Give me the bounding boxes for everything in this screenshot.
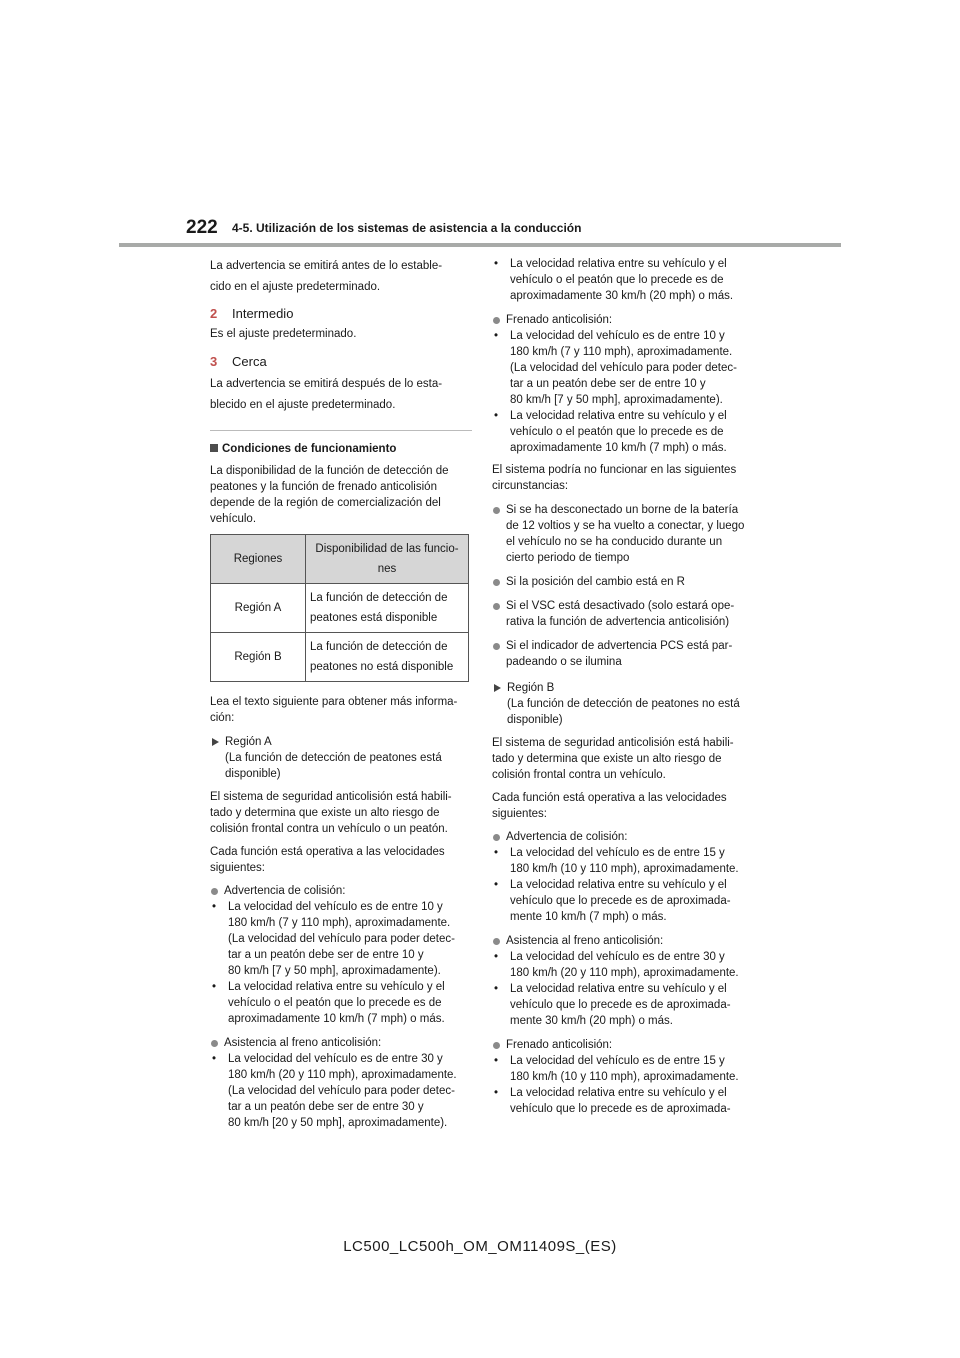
regions-table <box>210 534 469 682</box>
left-column <box>210 256 472 1137</box>
condition-item: Si la posición del cambio está en R <box>492 574 756 590</box>
table-row: Región B La función de detección de peatones no está disponible <box>211 633 469 682</box>
circle-bullet-icon <box>493 603 500 610</box>
failure-intro: El sistema podría no funcionar en las siguientes circunstancias: <box>492 464 737 492</box>
page-number: 222 <box>186 217 218 238</box>
right-column <box>492 256 756 1123</box>
table-row: Región A La función de detección de peatones está disponible <box>211 584 469 633</box>
subheading: Condiciones de funcionamiento <box>210 441 472 457</box>
more-info-text: Lea el texto siguiente para obtener más informa- ción: <box>210 696 458 724</box>
triangle-bullet-icon <box>212 738 219 746</box>
circle-bullet-icon <box>493 507 500 514</box>
circle-bullet-icon <box>493 938 500 945</box>
step-cerca: 3 Cerca <box>210 354 267 369</box>
square-bullet-icon <box>210 444 218 452</box>
divider <box>210 430 472 431</box>
collision-warning-group: Advertencia de colisión: • La velocidad del vehículo es de entre 10 y 180 km/h (7 y 110 mph), aproximadamente. (La velocidad del vehículo para poder detec- tar a un peatón debe ser de entre 10 y 80 km/h [7 y 50 mph], aproximadamente). • La velocidad relativa entre su vehículo y el vehículo o el peatón que lo precede es de aproximadamente 10 km/h (7 mph) o más. <box>212 885 455 1025</box>
region-a-heading: Región A (La función de detección de peatones está disponible) <box>210 734 472 782</box>
circle-bullet-icon <box>493 643 500 650</box>
triangle-bullet-icon <box>494 684 501 692</box>
condition-item: Si el indicador de advertencia PCS está par- padeando o se ilumina <box>492 638 756 670</box>
collision-braking-group: Frenado anticolisión: • La velocidad del vehículo es de entre 10 y 180 km/h (7 y 110 mph), aproximadamente. (La velocidad del vehículo para poder detec- tar a un peatón debe ser de entre 10 y 80 km/h [7 y 50 mph], aproximadamente). • La velocidad relativa entre su vehículo y el vehículo o el peatón que lo precede es de aproximadamente 10 km/h (7 mph) o más. <box>494 314 737 454</box>
circle-bullet-icon <box>211 888 218 895</box>
speeds-intro: Cada función está operativa a las velocidades siguientes: <box>210 846 445 874</box>
step-intermedio: 2 Intermedio <box>210 306 294 321</box>
circle-bullet-icon <box>493 579 500 586</box>
circle-bullet-icon <box>493 834 500 841</box>
brake-assist-continued: • La velocidad relativa entre su vehículo y el vehículo o el peatón que lo precede es de aproximadamente 30 km/h (20 mph) o más. <box>494 258 734 302</box>
region-b-paragraph: El sistema de seguridad anticolisión está habili- tado y determina que existe un alto riesgo de colisión frontal contra un vehículo. <box>492 737 734 781</box>
condition-item: Si se ha desconectado un borne de la batería de 12 voltios y se ha vuelto a conectar, y luego el vehículo no se ha conducido durante un cierto periodo de tiempo <box>492 502 756 566</box>
circle-bullet-icon <box>211 1040 218 1047</box>
circle-bullet-icon <box>493 1042 500 1049</box>
intro-text: La advertencia se emitirá antes de lo estable- cido en el ajuste predeterminado. <box>210 260 443 293</box>
circle-bullet-icon <box>493 317 500 324</box>
collision-braking-group: Frenado anticolisión: • La velocidad del vehículo es de entre 15 y 180 km/h (10 y 110 mph), aproximadamente. • La velocidad relativa entre su vehículo y el vehículo que lo precede es de aproximada- <box>494 1039 739 1115</box>
brake-assist-group: Asistencia al freno anticolisión: • La velocidad del vehículo es de entre 30 y 180 km/h (20 y 110 mph), aproximadamente. • La velocidad relativa entre su vehículo y el vehículo que lo precede es de aproximada- mente 30 km/h (20 mph) o más. <box>494 935 739 1027</box>
availability-paragraph: La disponibilidad de la función de detección de peatones y la función de frenado anticolisión depende de la región de comercialización del vehículo. <box>210 465 449 525</box>
region-a-paragraph: El sistema de seguridad anticolisión está habili- tado y determina que existe un alto riesgo de colisión frontal contra un vehículo o un peatón. <box>210 791 452 835</box>
collision-warning-group: Advertencia de colisión: • La velocidad del vehículo es de entre 15 y 180 km/h (10 y 110 mph), aproximadamente. • La velocidad relativa entre su vehículo y el vehículo que lo precede es de aproximada- mente 10 km/h (7 mph) o más. <box>494 831 739 923</box>
step-intermedio-desc: Es el ajuste predeterminado. <box>210 328 357 340</box>
document-footer: LC500_LC500h_OM_OM11409S_(ES) <box>343 1238 617 1255</box>
section-title: 4-5. Utilización de los sistemas de asistencia a la conducción <box>232 221 582 235</box>
table-header: Disponibilidad de las funcio- nes <box>306 535 469 584</box>
speeds-intro: Cada función está operativa a las velocidades siguientes: <box>492 792 727 820</box>
table-header: Regiones <box>211 535 306 584</box>
header-rule <box>119 243 841 247</box>
brake-assist-group: Asistencia al freno anticolisión: • La velocidad del vehículo es de entre 30 y 180 km/h (20 y 110 mph), aproximadamente. (La velocidad del vehículo para poder detec- tar a un peatón debe ser de entre 30 y 80 km/h [20 y 50 mph], aproximadamente). <box>212 1037 457 1129</box>
step-cerca-desc: La advertencia se emitirá después de lo esta- blecido en el ajuste predeterminado. <box>210 378 443 411</box>
condition-item: Si el VSC está desactivado (solo estará ope- rativa la función de advertencia anticolisión) <box>492 598 756 630</box>
region-b-heading: Región B (La función de detección de peatones no está disponible) <box>492 680 756 728</box>
